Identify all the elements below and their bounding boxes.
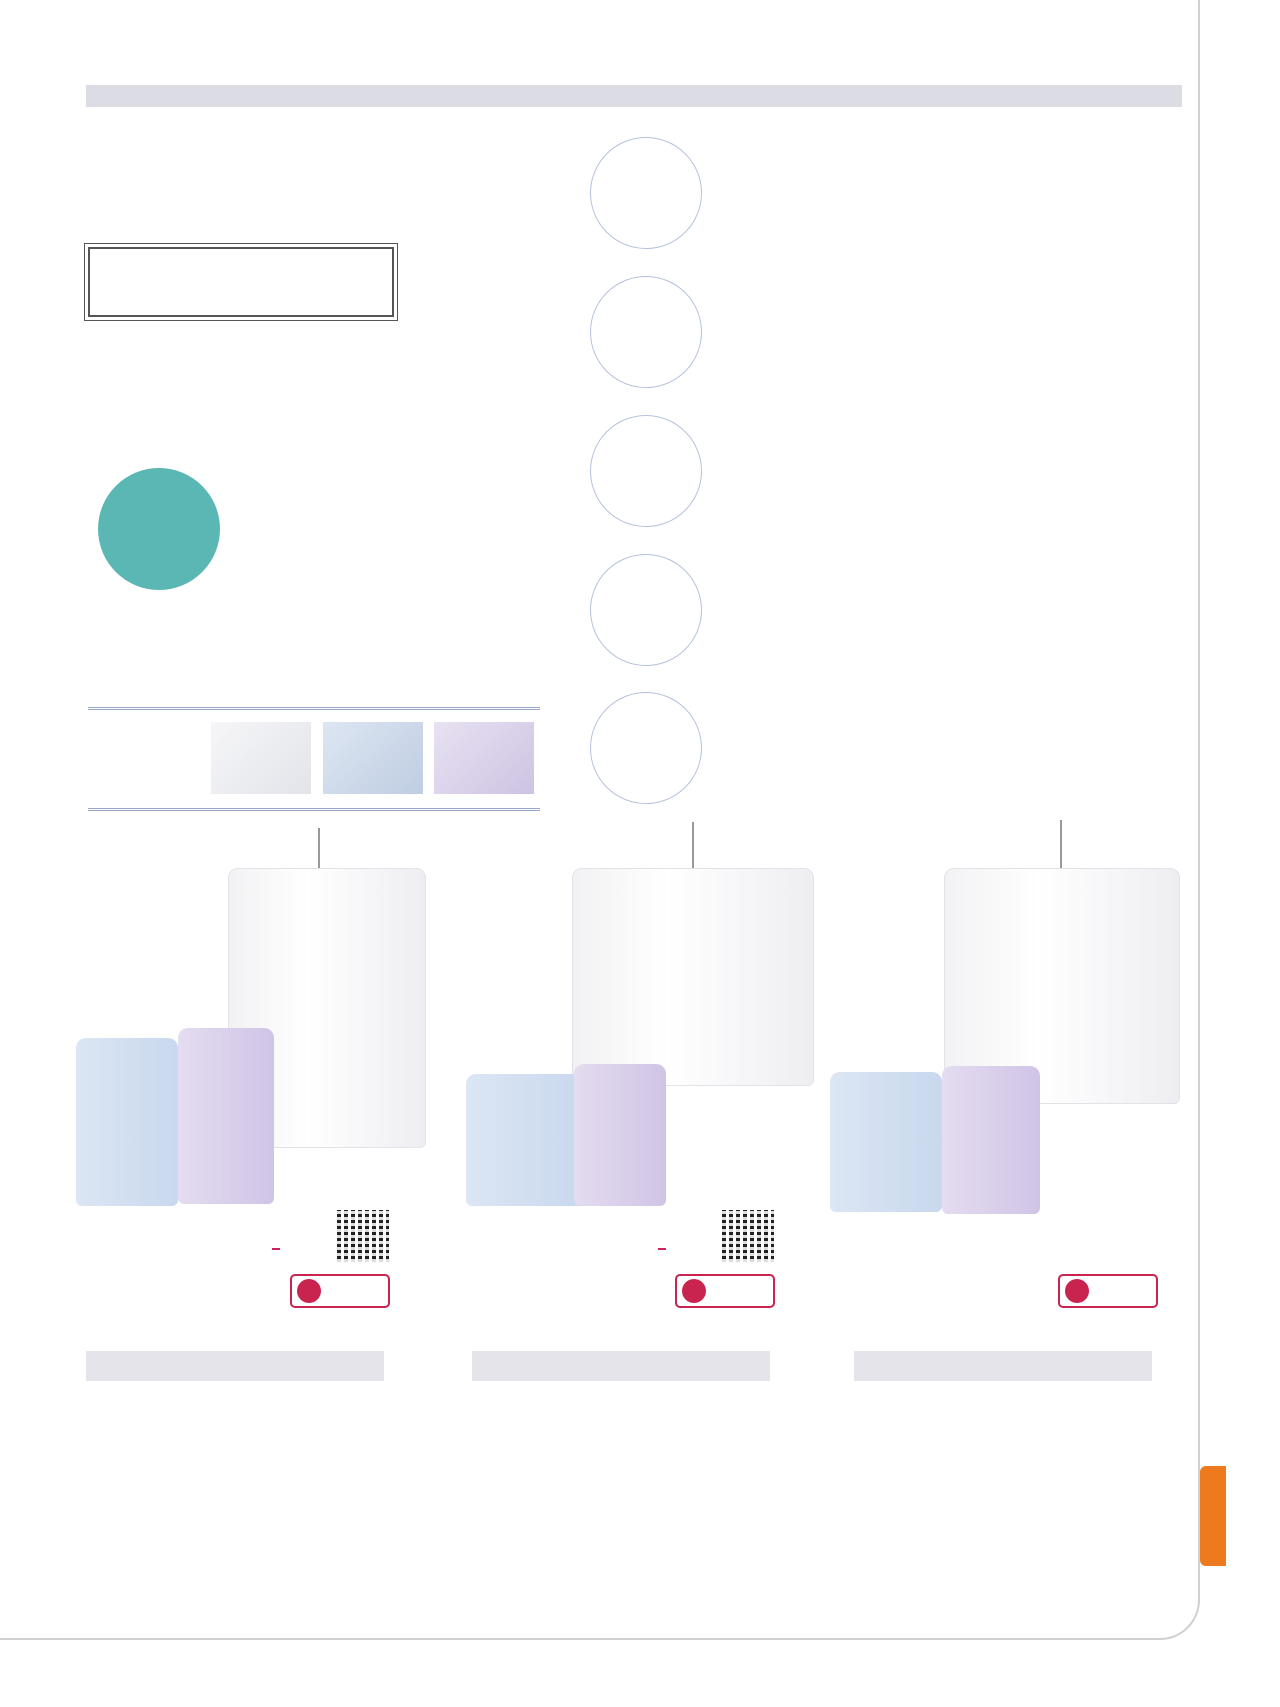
swatch-purple: [434, 722, 534, 794]
ladies-badge: [675, 1274, 775, 1308]
mascot-icon: [297, 1279, 321, 1303]
point-03-circle: [590, 415, 702, 527]
hanger: [692, 822, 694, 868]
main-product-tag: [272, 1248, 280, 1250]
purple-shirt: [942, 1066, 1040, 1214]
white-shortsleeve-shirt: [572, 868, 814, 1086]
catch-copy-box: [88, 247, 394, 317]
point-02-circle: [590, 276, 702, 388]
purple-shirt: [178, 1028, 274, 1204]
ladies-badge: [290, 1274, 390, 1308]
swatch-white: [211, 722, 311, 794]
qr-code[interactable]: [337, 1210, 389, 1262]
hanger: [318, 828, 320, 868]
blue-shirt: [76, 1038, 178, 1206]
hanger: [1060, 820, 1062, 868]
ladies-badge: [1058, 1274, 1158, 1308]
header-band: [86, 85, 1182, 107]
swatch-saxe-blue: [323, 722, 423, 794]
mascot-icon: [1065, 1279, 1089, 1303]
cost-performance-badge: [98, 468, 220, 590]
material-section: [88, 707, 540, 811]
price-band: [472, 1351, 770, 1381]
blue-shirt: [466, 1074, 586, 1206]
side-main-product-label: [1200, 1466, 1226, 1566]
mascot-icon: [682, 1279, 706, 1303]
point-04-circle: [590, 554, 702, 666]
price-band: [86, 1351, 384, 1381]
main-product-tag: [658, 1248, 666, 1250]
price-band: [854, 1351, 1152, 1381]
qr-code[interactable]: [722, 1210, 774, 1262]
purple-shirt: [574, 1064, 666, 1206]
point-01-circle: [590, 137, 702, 249]
point-05-circle: [590, 692, 702, 804]
blue-shirt: [830, 1072, 942, 1212]
